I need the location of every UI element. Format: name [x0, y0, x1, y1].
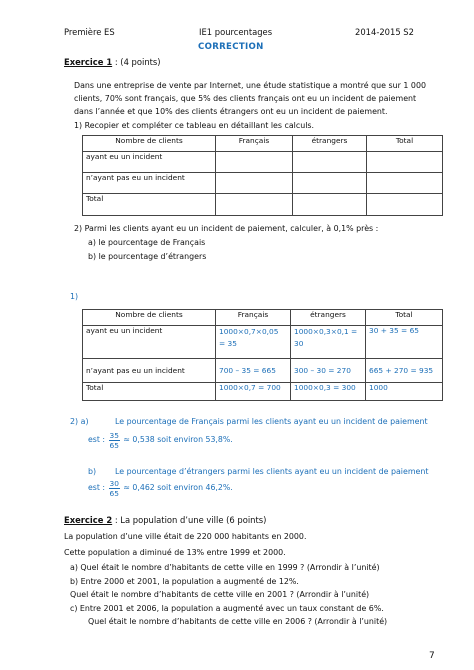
cell-line: 1000×0,3×0,1 =: [294, 327, 358, 336]
cell-line: 1000×0,7×0,05: [219, 327, 279, 336]
table-cell: [367, 152, 443, 173]
table-cell: 700 – 35 = 665: [216, 359, 291, 383]
exercice2-question-a: a) Quel était le nombre d’habitants de cette ville en 1999 ? (Arrondir à l’unité): [70, 563, 380, 572]
table-cell: 300 – 30 = 270: [291, 359, 366, 383]
intro-line: clients, 70% sont français, que 5% des clients français ont eu un incident de paiement: [74, 94, 417, 104]
table-header: Français: [216, 310, 291, 326]
fraction: [109, 479, 120, 498]
table-header: étrangers: [293, 136, 367, 152]
question-2a: a) le pourcentage de Français: [88, 238, 206, 247]
table-cell: [291, 326, 366, 359]
table-row-label: ayant eu un incident: [83, 152, 216, 173]
class-label: Première ES: [64, 27, 115, 37]
school-year: 2014-2015 S2: [355, 27, 414, 37]
fraction-denominator: 65: [109, 488, 119, 498]
table-cell: [367, 194, 443, 216]
est-label: est :: [88, 435, 106, 444]
table-cell: [216, 152, 293, 173]
exercice2-question-c2: Quel était le nombre d’habitants de cette ville en 2006 ? (Arrondir à l’unité): [88, 617, 388, 626]
answer-2a-label: 2) a): [70, 417, 89, 426]
fraction-numerator: 35: [109, 430, 119, 440]
fraction-denominator: 65: [109, 440, 119, 450]
table-row-label: n’ayant pas eu un incident: [83, 173, 216, 194]
exercice2-heading: Exercice 2: [64, 515, 113, 525]
cell-line: = 35: [219, 339, 237, 348]
exercice2-line1: La population d’une ville était de 220 000 habitants en 2000.: [64, 532, 307, 541]
table-header: Total: [366, 310, 443, 326]
table-cell: [293, 152, 367, 173]
table-row-label: Total: [83, 383, 216, 401]
answer-2b-label: b): [88, 467, 97, 476]
exercice2-question-b: b) Entre 2000 et 2001, la population a augmenté de 12%.: [70, 577, 299, 586]
table-cell: [293, 194, 367, 216]
table-header: Nombre de clients: [83, 310, 216, 326]
answer-2b-formula: [88, 478, 233, 498]
question-1: 1) Recopier et compléter ce tableau en détaillant les calculs.: [74, 121, 315, 130]
table-cell: 665 + 270 = 935: [366, 359, 443, 383]
table-completed: [82, 309, 443, 401]
exercice1-points: : (4 points): [112, 57, 161, 67]
result: ≈ 0,462 soit environ 46,2%.: [123, 483, 233, 492]
exercice1-heading: Exercice 1: [64, 57, 113, 67]
est-label: est :: [88, 483, 106, 492]
table-cell: 30 + 35 = 65: [366, 326, 443, 359]
question-2: 2) Parmi les clients ayant eu un incident de paiement, calculer, à 0,1% près :: [74, 224, 379, 233]
cell-line: 30: [294, 339, 304, 348]
table-cell: [216, 173, 293, 194]
fraction: [109, 431, 120, 450]
question-2b: b) le pourcentage d’étrangers: [88, 252, 207, 261]
answer-2a-text: Le pourcentage de Français parmi les clients ayant eu un incident de paiement: [115, 417, 428, 426]
exercice2-line2: Cette population a diminué de 13% entre 1999 et 2000.: [64, 548, 286, 557]
table-header: étrangers: [291, 310, 366, 326]
fraction-numerator: 30: [109, 478, 119, 488]
table-cell: [367, 173, 443, 194]
table-empty: [82, 135, 443, 216]
intro-line: Dans une entreprise de vente par Internet, une étude statistique a montré que sur 1 000: [74, 81, 426, 90]
table-row-label: ayant eu un incident: [83, 326, 216, 359]
table-cell: [216, 194, 293, 216]
table-cell: 1000: [366, 383, 443, 401]
table-header: Total: [367, 136, 443, 152]
exercice1-title: [64, 57, 161, 67]
answer-1-label: 1): [70, 292, 79, 301]
exercice2-question-c: c) Entre 2001 et 2006, la population a augmenté avec un taux constant de 6%.: [70, 604, 384, 613]
answer-2b-text: Le pourcentage d’étrangers parmi les clients ayant eu un incident de paiement: [115, 467, 429, 476]
answer-2a-formula: [88, 430, 233, 450]
table-header: Français: [216, 136, 293, 152]
table-row-label: Total: [83, 194, 216, 216]
table-cell: 1000×0,3 = 300: [291, 383, 366, 401]
exercice2-points: : La population d’une ville (6 points): [112, 515, 267, 525]
table-cell: [293, 173, 367, 194]
page-number: 7: [429, 651, 435, 661]
table-cell: 1000×0,7 = 700: [216, 383, 291, 401]
exercice2-title: [64, 515, 266, 525]
intro-line: dans l’année et que 10% des clients étrangers ont eu un incident de paiement.: [74, 107, 388, 117]
exercice1-intro: [74, 79, 444, 119]
exercice2-question-b2: Quel était le nombre d’habitants de cette ville en 2001 ? (Arrondir à l’unité): [70, 590, 370, 599]
table-header: Nombre de clients: [83, 136, 216, 152]
table-row-label: n’ayant pas eu un incident: [83, 359, 216, 383]
table-cell: [216, 326, 291, 359]
correction-title: CORRECTION: [198, 42, 264, 52]
page-title: IE1 pourcentages: [199, 27, 273, 37]
result: ≈ 0,538 soit environ 53,8%.: [123, 435, 233, 444]
